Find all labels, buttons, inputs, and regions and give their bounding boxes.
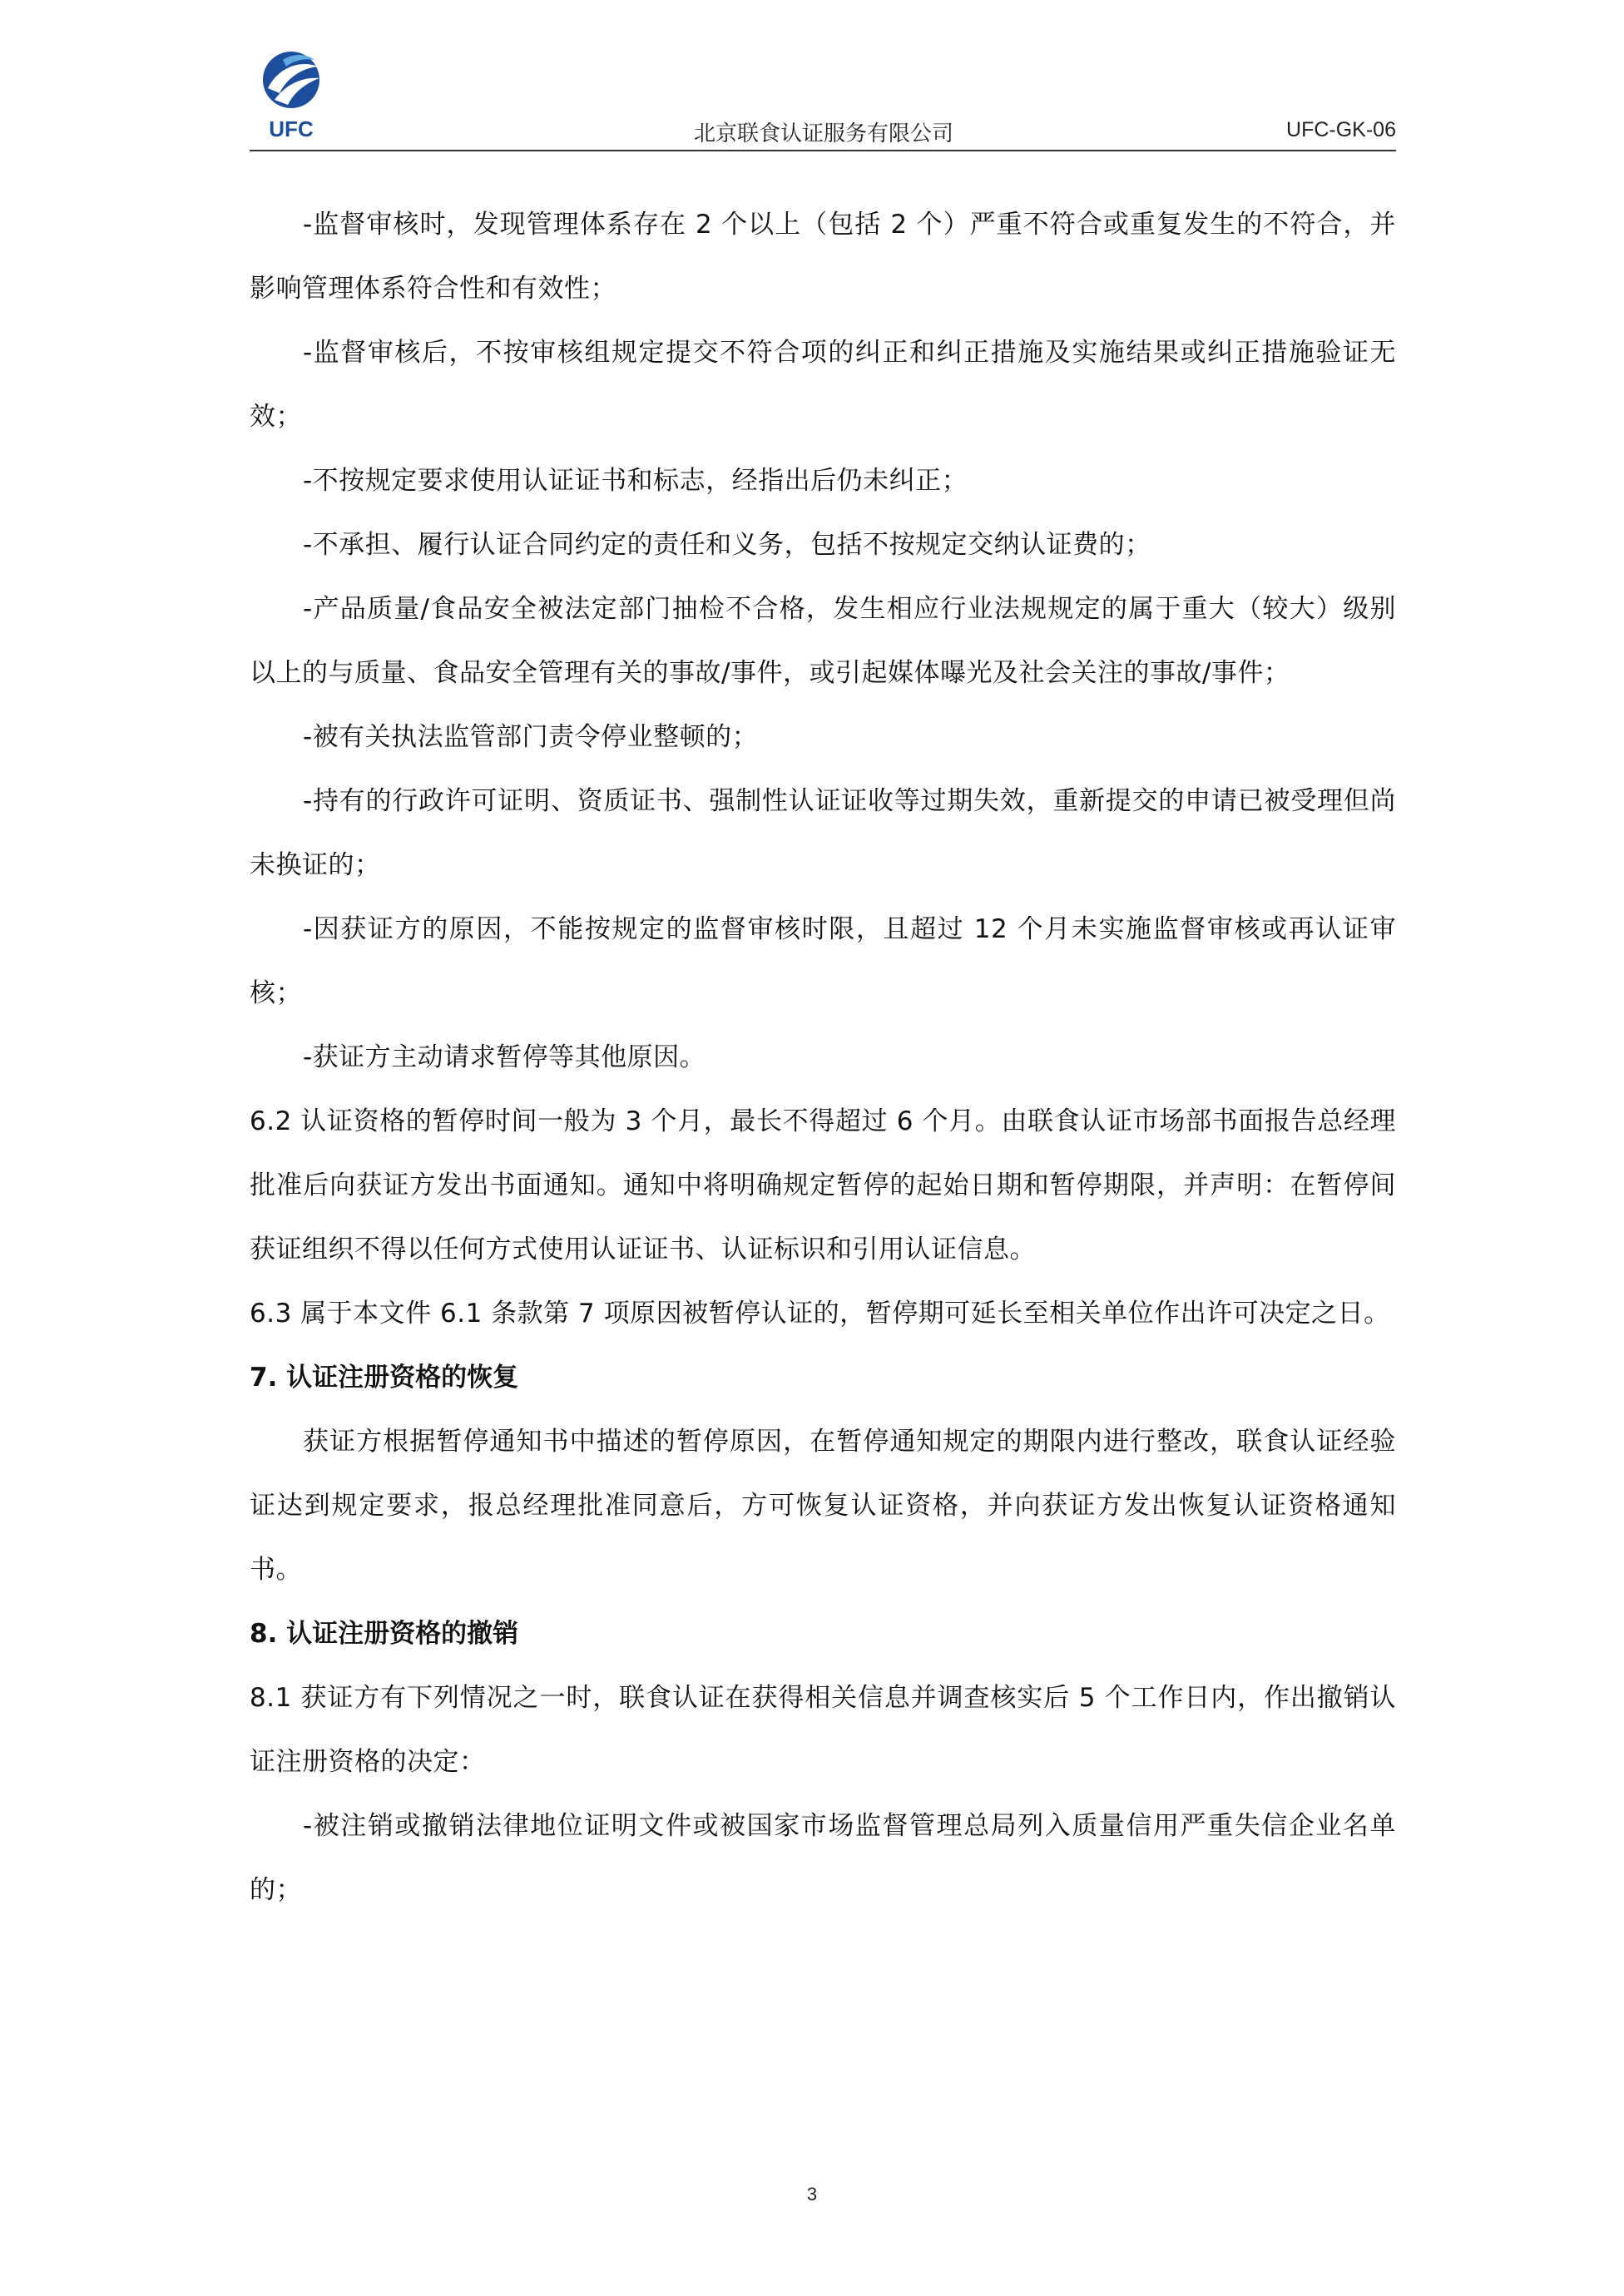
- section-heading-7: 7. 认证注册资格的恢复: [250, 1363, 519, 1393]
- paragraph: -因获证方的原因，不能按规定的监督审核时限，且超过 12 个月未实施监督审核或再认证审核；: [250, 914, 1396, 1008]
- header-divider: [250, 150, 1396, 151]
- paragraph: -产品质量/食品安全被法定部门抽检不合格，发生相应行业法规规定的属于重大（较大）级别以上的与质量、食品安全管理有关的事故/事件，或引起媒体曝光及社会关注的事故/事件；: [250, 594, 1396, 688]
- page-header: [250, 42, 1396, 150]
- paragraph: -不承担、履行认证合同约定的责任和义务，包括不按规定交纳认证费的；: [303, 530, 1151, 560]
- paragraph: -获证方主动请求暂停等其他原因。: [303, 1042, 706, 1072]
- clause-8-1: 8.1 获证方有下列情况之一时，联食认证在获得相关信息并调查核实后 5 个工作日内，作出撤销认证注册资格的决定：: [250, 1683, 1396, 1777]
- ufc-logo: [250, 42, 333, 150]
- paragraph: -持有的行政许可证明、资质证书、强制性认证证收等过期失效，重新提交的申请已被受理但尚未换证的；: [250, 786, 1396, 880]
- paragraph: -监督审核时，发现管理体系存在 2 个以上（包括 2 个）严重不符合或重复发生的不符合，并影响管理体系符合性和有效性；: [250, 210, 1396, 304]
- paragraph: -被有关执法监管部门责令停业整顿的；: [303, 722, 759, 752]
- section-heading-8: 8. 认证注册资格的撤销: [250, 1619, 519, 1649]
- logo-text: UFC: [269, 116, 314, 141]
- paragraph: -监督审核后，不按审核组规定提交不符合项的纠正和纠正措施及实施结果或纠正措施验证无效；: [250, 338, 1396, 432]
- paragraph: -不按规定要求使用认证证书和标志，经指出后仍未纠正；: [303, 466, 968, 496]
- paragraph: 获证方根据暂停通知书中描述的暂停原因，在暂停通知规定的期限内进行整改，联食认证经验证达到规定要求，报总经理批准同意后，方可恢复认证资格，并向获证方发出恢复认证资格通知书。: [250, 1427, 1396, 1585]
- company-name: 北京联食认证服务有限公司: [693, 121, 953, 146]
- page-number: 3: [806, 2184, 818, 2204]
- paragraph: -被注销或撤销法律地位证明文件或被国家市场监督管理总局列入质量信用严重失信企业名单的；: [250, 1811, 1396, 1905]
- document-body: [250, 193, 1396, 1922]
- clause-6-2: 6.2 认证资格的暂停时间一般为 3 个月，最长不得超过 6 个月。由联食认证市场部书面报告总经理批准后向获证方发出书面通知。通知中将明确规定暂停的起始日期和暂停期限，并声明：在暂停间获证组织不得以任何方式使用认证证书、认证标识和引用认证信息。: [250, 1106, 1396, 1264]
- document-number: UFC-GK-06: [1286, 118, 1396, 141]
- clause-6-3: 6.3 属于本文件 6.1 条款第 7 项原因被暂停认证的，暂停期可延长至相关单位作出许可决定之日。: [250, 1299, 1390, 1329]
